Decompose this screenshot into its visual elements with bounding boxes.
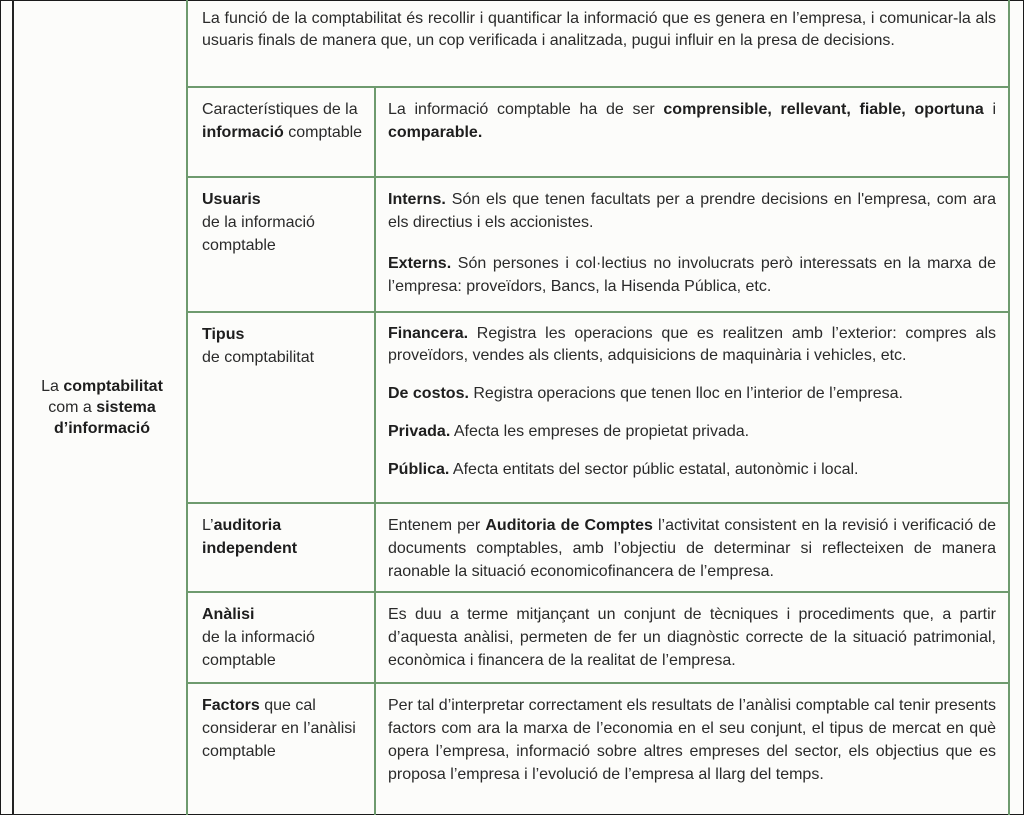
row-label-cell [188,593,376,682]
list-item: Pública. Afecta entitats del sector públic estatal, autonòmic i local. [388,461,859,478]
category-label-text: La [41,378,64,395]
category-label-bold: comptabilitat [63,378,163,395]
row-label: Anàlisi de la informació comptable [202,606,315,669]
row-content-cell [376,313,1008,502]
category-label-bold: sistema d’informació [53,399,156,437]
row-analysis [188,593,1008,684]
row-label: L’auditoria independent [202,517,298,557]
row-content [388,188,996,298]
intro-text: La funció de la comptabilitat és recollir i quantificar la informació que es genera en l’empresa, i comunicar-la als usuaris finals de manera que, un cop verificada i analitzada, pugui influir en la presa de decisions. [202,10,996,49]
category-label [16,376,188,439]
list-item: Interns. Són els que tenen facultats per a prendre decisions en l'empresa, com ara els directius i els accionistes. [388,191,996,231]
row-content: Per tal d’interpretar correctament els resultats de l’anàlisi comptable cal tenir presents factors com ara la marxa de l’economia en el seu conjunt, el tipus de mercat en què opera l’empresa, informació sobre altres empreses del sector, els objectius que es proposa l’empresa i l’evolució de l’empresa al llarg del temps. [388,697,996,783]
row-content-cell [376,178,1008,311]
row-characteristics [188,88,1008,178]
intro-cell [188,0,1008,88]
row-label-cell [188,88,376,176]
row-label-cell [188,684,376,815]
row-content [388,323,996,481]
row-label-cell [188,313,376,502]
row-content-cell [376,593,1008,682]
left-margin-column [0,0,14,815]
row-label-cell [188,178,376,311]
category-label-text: com a [48,399,97,416]
row-label: Factors que cal considerar en l’anàlisi comptable [202,697,356,760]
row-types [188,313,1008,504]
list-item: Externs. Són persones i col·lectius no involucrats però interessats en la marxa de l’empresa: proveïdors, Bancs, la Hisenda Pública, etc. [388,255,996,295]
row-content-cell [376,684,1008,815]
list-item: Financera. Registra les operacions que es realitzen amb l’exterior: compres als proveïdors, vendes als clients, adquisicions de maquinària i vehicles, etc. [388,325,996,364]
row-content-cell [376,504,1008,591]
row-content-cell [376,88,1008,176]
row-content: Entenem per Auditoria de Comptes l’activitat consistent en la revisió i verificació de documents comptables, amb l’objectiu de determinar si reflecteixen de manera raonable la situació economicofinancera de l’empresa. [388,517,996,580]
row-content: Es duu a terme mitjançant un conjunt de tècniques i procediments que, a partir d’aquesta anàlisi, permeten de fer un diagnòstic correcte de la situació patrimonial, econòmica i financera de la realitat de l’empresa. [388,606,996,669]
table-right-border [1008,0,1010,815]
row-label: Usuaris de la informació comptable [202,191,315,254]
list-item: De costos. Registra operacions que tenen lloc en l’interior de l’empresa. [388,385,903,402]
row-factors [188,684,1008,815]
row-content: La informació comptable ha de ser comprensible, rellevant, fiable, oportuna i comparable. [388,101,997,141]
list-item: Privada. Afecta les empreses de propietat privada. [388,423,750,440]
row-label: Característiques de la informació comptable [202,101,363,141]
row-label: Tipus de comptabilitat [202,326,315,366]
row-label-cell [188,504,376,591]
row-users [188,178,1008,313]
row-audit [188,504,1008,593]
